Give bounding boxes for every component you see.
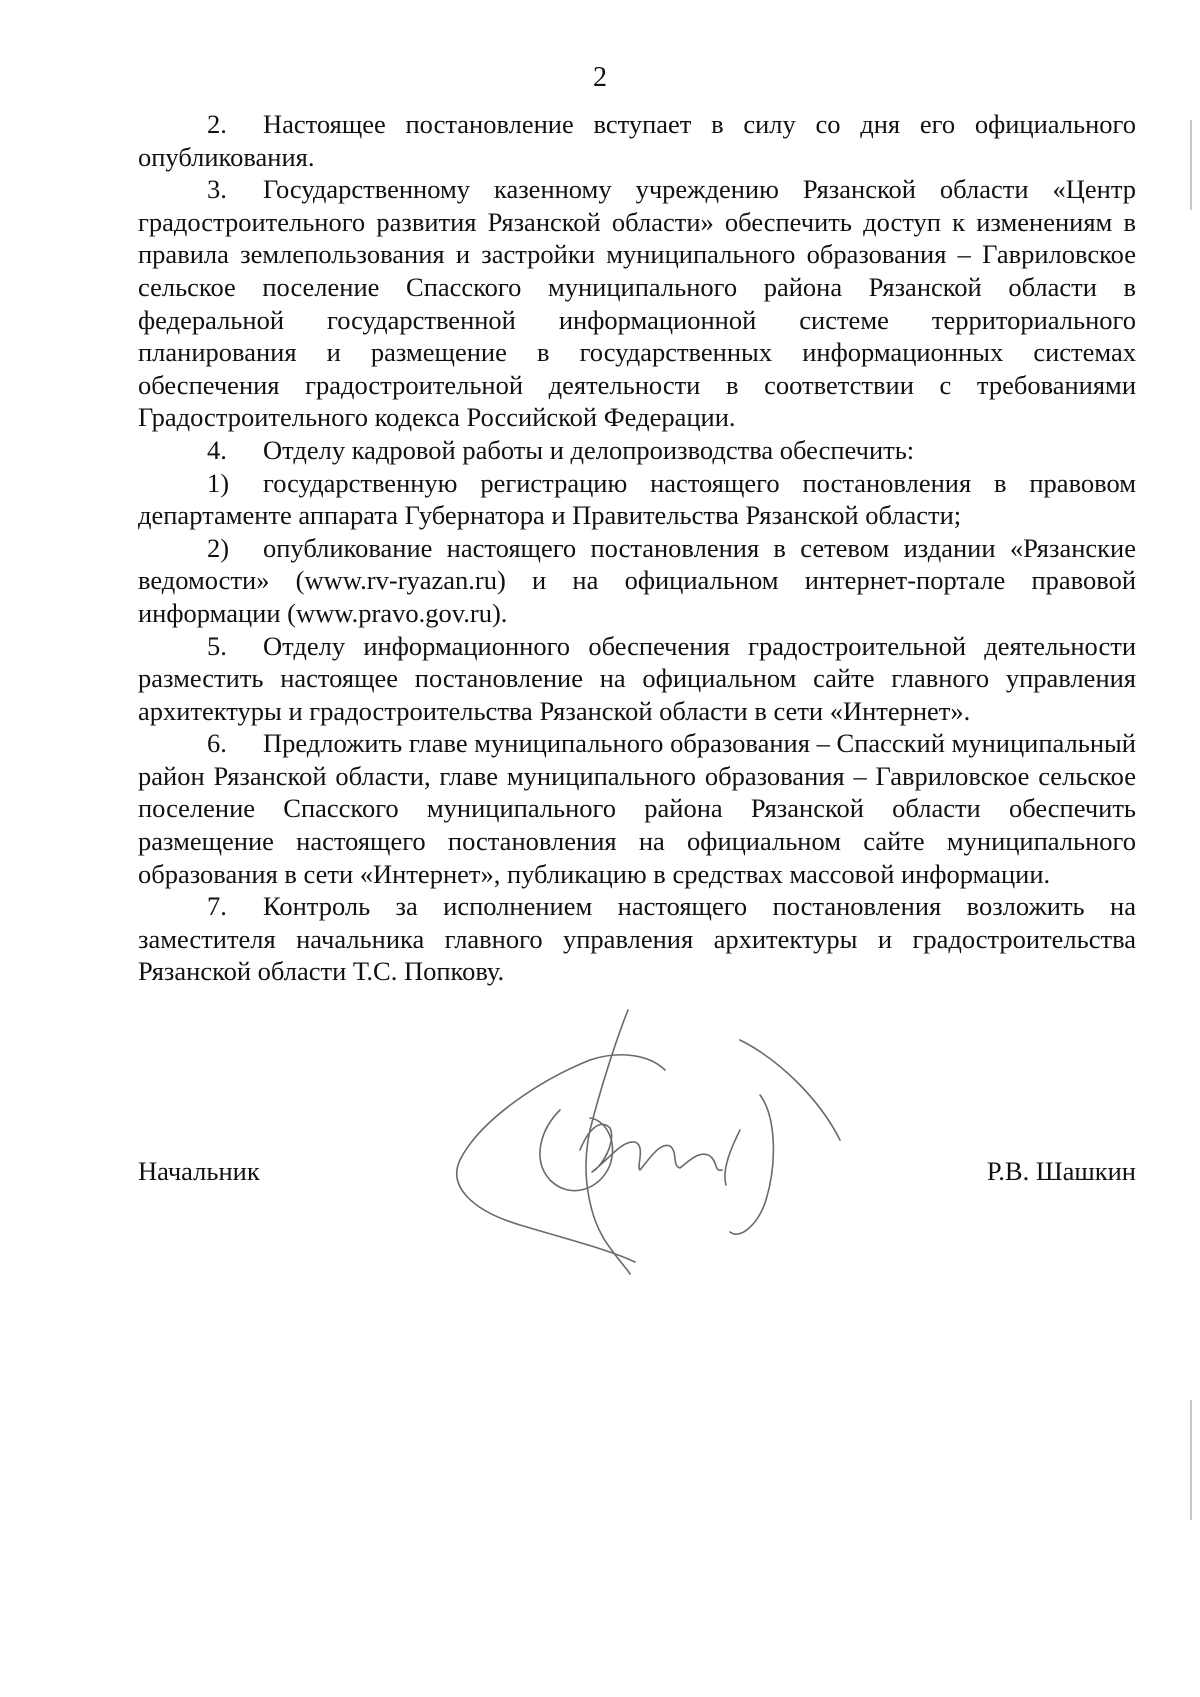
paragraph-text: государственную регистрацию настоящего постановления в правовом департаменте аппарата Губернатора и Правительства Рязанской области; — [138, 467, 1136, 531]
page-number: 2 — [593, 62, 607, 93]
paragraph-5 — [138, 630, 1136, 728]
paragraph-2 — [138, 108, 1136, 173]
signatory-position: Начальник — [138, 1156, 260, 1186]
paragraph-text: Предложить главе муниципального образования – Спасский муниципальный район Рязанской области, главе муниципального образования – Гавриловское сельское поселение Спасского муниципального района Рязанской области обеспечить размещение настоящего постановления на официальном сайте муниципального образования в сети «Интернет», публикацию в средствах массовой информации. — [138, 728, 1136, 889]
paragraph-number: 2. — [207, 109, 227, 139]
signatory-name: Р.В. Шашкин — [986, 1156, 1136, 1186]
paragraph-number: 4. — [207, 434, 227, 465]
scan-edge-mark — [1190, 120, 1192, 210]
scan-edge-mark — [1190, 1400, 1192, 1520]
paragraph-number: 3. — [207, 174, 227, 205]
paragraph-number: 1) — [207, 467, 230, 498]
paragraph-number: 5. — [207, 630, 227, 661]
paragraph-text: Настоящее постановление вступает в силу со дня его официального опубликования. — [138, 109, 1136, 172]
subparagraph-1 — [138, 467, 1136, 532]
paragraph-number: 2) — [207, 532, 230, 563]
paragraph-number: 6. — [207, 728, 227, 759]
handwritten-signature — [440, 1000, 860, 1280]
paragraph-number: 7. — [207, 891, 227, 922]
paragraph-text: Контроль за исполнением настоящего постановления возложить на заместителя начальника главного управления архитектуры и градостроительства Рязанской области Т.С. Попкову. — [138, 891, 1136, 987]
paragraph-6 — [138, 727, 1136, 890]
paragraph-7 — [138, 890, 1136, 988]
subparagraph-2 — [138, 532, 1136, 630]
paragraph-text: опубликование настоящего постановления в сетевом издании «Рязанские ведомости» (www.rv-ryazan.ru) и на официальном интернет-портале правовой информации (www.pravo.gov.ru). — [138, 532, 1136, 628]
paragraph-3 — [138, 173, 1136, 434]
paragraph-text: Отделу кадровой работы и делопроизводства обеспечить: — [263, 434, 915, 465]
paragraph-text: Государственному казенному учреждению Рязанской области «Центр градостроительного развития Рязанской области» обеспечить доступ к изменениям в правила землепользования и застройки муниципального образования – Гавриловское сельское поселение Спасского муниципального района Рязанской области в федеральной государственной информационной системе территориального планирования и размещение в государственных информационных системах обеспечения градостроительной деятельности в соответствии с требованиями Градостроительного кодекса Российской Федерации. — [138, 174, 1136, 433]
paragraph-4 — [138, 434, 1136, 467]
document-body — [138, 108, 1136, 988]
paragraph-text: Отделу информационного обеспечения градостроительной деятельности разместить настоящее постановление на официальном сайте главного управления архитектуры и градостроительства Рязанской области в сети «Интернет». — [138, 630, 1136, 726]
